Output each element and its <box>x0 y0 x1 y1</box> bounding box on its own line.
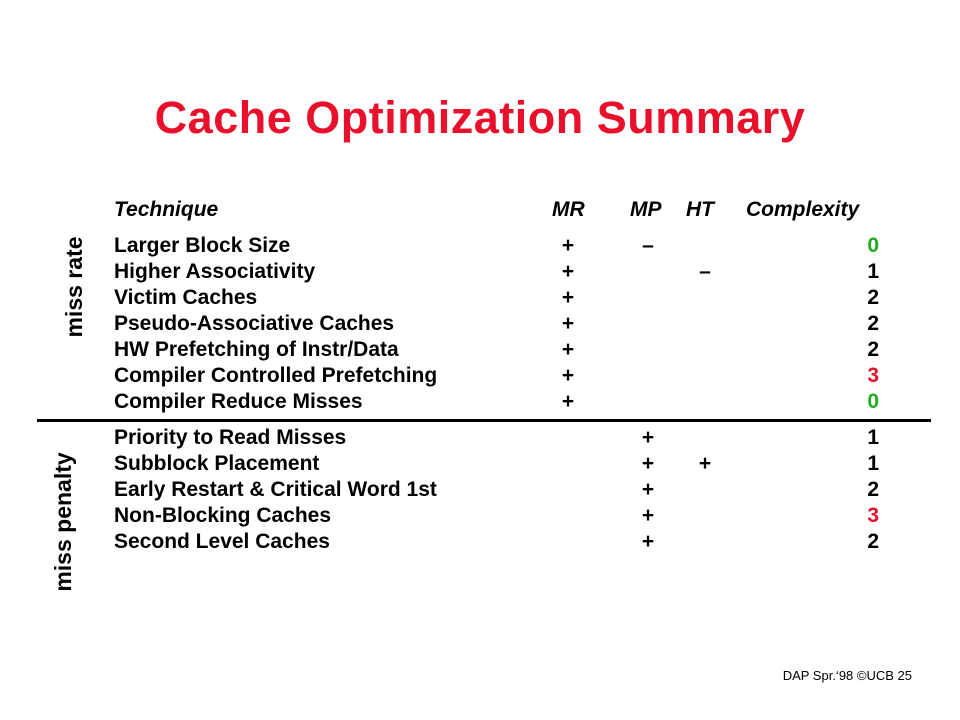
complexity-cell: 3 <box>867 364 879 387</box>
complexity-cell: 1 <box>867 260 879 283</box>
table-row <box>0 364 960 390</box>
complexity-cell: 3 <box>867 504 879 527</box>
mp-cell: – <box>642 234 654 257</box>
complexity-cell: 1 <box>867 452 879 475</box>
complexity-cell: 0 <box>867 234 879 257</box>
complexity-cell: 2 <box>867 286 879 309</box>
slide-title: Cache Optimization Summary <box>154 92 806 143</box>
table-row <box>0 338 960 364</box>
technique-cell: Non-Blocking Caches <box>114 504 332 527</box>
mp-cell: + <box>641 478 655 501</box>
mr-cell: + <box>561 260 575 283</box>
ht-cell: – <box>699 260 711 283</box>
header-mr: MR <box>552 198 585 221</box>
table-row <box>0 452 960 478</box>
technique-cell: Compiler Controlled Prefetching <box>114 364 438 387</box>
complexity-cell: 2 <box>867 478 879 501</box>
mr-cell: + <box>561 234 575 257</box>
header-complexity: Complexity <box>746 198 860 221</box>
table-row <box>0 234 960 260</box>
section-divider <box>37 419 931 422</box>
table-row <box>0 390 960 416</box>
mr-cell: + <box>561 338 575 361</box>
mp-cell: + <box>641 452 655 475</box>
side-label-miss-rate: miss rate <box>61 236 87 338</box>
technique-cell: Higher Associativity <box>114 260 316 283</box>
ht-cell: + <box>698 452 712 475</box>
technique-cell: Second Level Caches <box>114 530 330 553</box>
mr-cell: + <box>561 364 575 387</box>
technique-cell: Early Restart & Critical Word 1st <box>114 478 437 501</box>
side-label-miss-penalty: miss penalty <box>50 452 76 592</box>
mp-cell: + <box>641 530 655 553</box>
table-row <box>0 426 960 452</box>
complexity-cell: 2 <box>867 312 879 335</box>
technique-cell: Subblock Placement <box>114 452 320 475</box>
table-row <box>0 312 960 338</box>
mr-cell: + <box>561 286 575 309</box>
table-row <box>0 504 960 530</box>
mp-cell: + <box>641 504 655 527</box>
mr-cell: + <box>561 390 575 413</box>
header-technique: Technique <box>114 198 219 221</box>
table-row <box>0 260 960 286</box>
slide-footer: DAP Spr.‘98 ©UCB 25 <box>782 668 912 683</box>
header-ht: HT <box>686 198 714 221</box>
header-mp: MP <box>630 198 662 221</box>
complexity-cell: 2 <box>867 530 879 553</box>
technique-cell: Victim Caches <box>114 286 258 309</box>
technique-cell: Pseudo-Associative Caches <box>114 312 395 335</box>
table-row <box>0 478 960 504</box>
technique-cell: Priority to Read Misses <box>114 426 347 449</box>
complexity-cell: 0 <box>867 390 879 413</box>
technique-cell: HW Prefetching of Instr/Data <box>114 338 399 361</box>
table-row <box>0 530 960 556</box>
technique-cell: Compiler Reduce Misses <box>114 390 363 413</box>
complexity-cell: 2 <box>867 338 879 361</box>
technique-cell: Larger Block Size <box>114 234 291 257</box>
complexity-cell: 1 <box>867 426 879 449</box>
mp-cell: + <box>641 426 655 449</box>
mr-cell: + <box>561 312 575 335</box>
table-row <box>0 286 960 312</box>
